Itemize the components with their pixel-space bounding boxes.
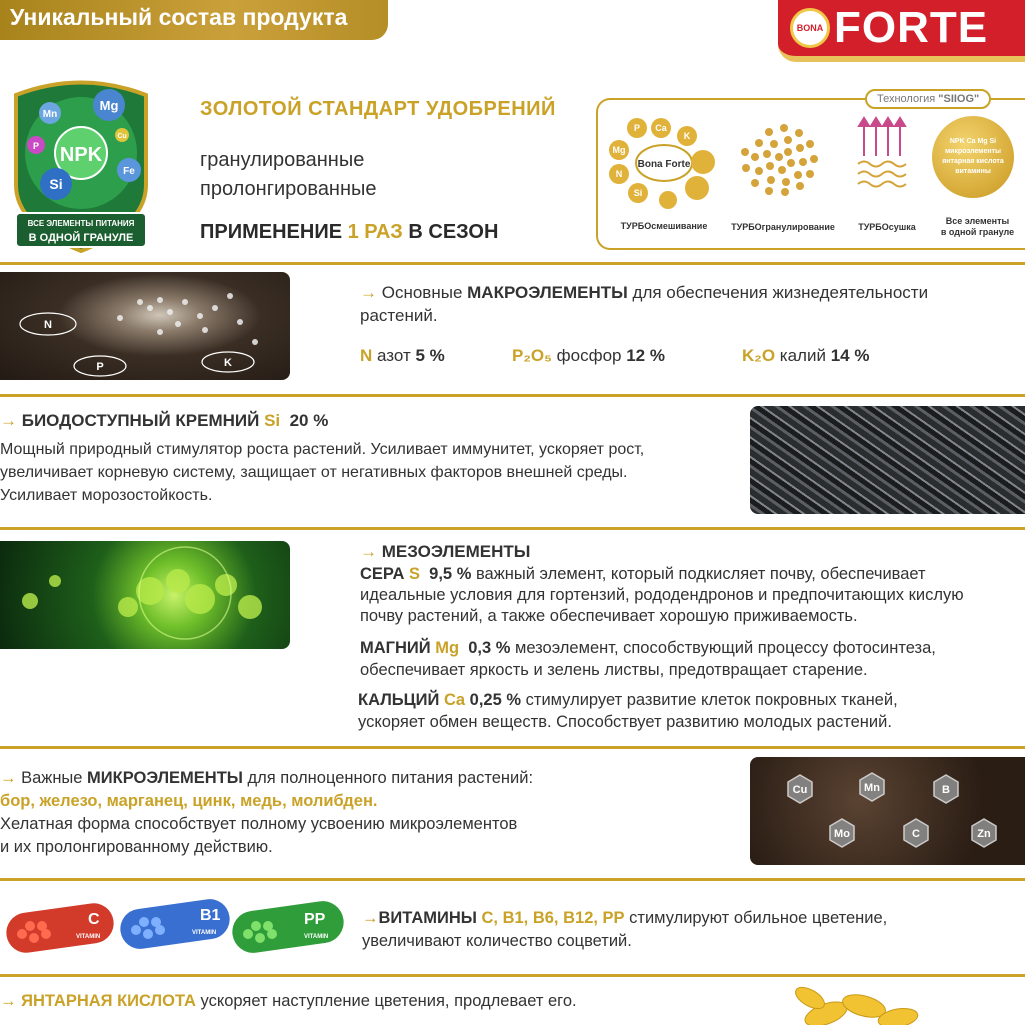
ca-symbol: Ca [443, 691, 466, 709]
k-symbol: K₂O [742, 346, 776, 365]
macro-post: для обеспечения жизнедеятельности [627, 283, 929, 302]
vitamins-line2: увеличивают количество соцветий. [362, 932, 632, 950]
shield-caption-2: В ОДНОЙ ГРАНУЛЕ [28, 232, 134, 244]
mg-line2: обеспечивает яркость и зелень листвы, предотвращает старение. [360, 661, 868, 679]
mg-name: МАГНИЙ [360, 639, 436, 657]
amber-text [0, 990, 577, 1013]
tech-tag-pre: Технология [877, 93, 939, 105]
hex-zn: Zn [977, 828, 991, 840]
ball-si: Si [633, 188, 643, 198]
app-gold: 1 РАЗ [347, 221, 403, 243]
hero-title: ЗОЛОТОЙ СТАНДАРТ УДОБРЕНИЙ [200, 98, 556, 120]
vitamin-capsules-icon [0, 890, 350, 968]
tech-caption-mixing: ТУРБОсмешивание [620, 221, 708, 231]
silicon-line2: увеличивает корневую систему, защищает от негативных факторов внешней среды. [0, 464, 628, 481]
vitamins-text [362, 907, 887, 953]
n-value: 5 % [415, 346, 445, 365]
capsule-b1-vitamin: VITAMIN [192, 930, 217, 936]
hex-mn: Mn [864, 782, 880, 794]
shield-el-fe: Fe [123, 166, 135, 177]
micro-line2: и их пролонгированному действию. [0, 838, 273, 856]
s-line1: важный элемент, который подкисляет почву, обеспечивает [471, 565, 926, 583]
turbo-granulation-icon [738, 116, 820, 198]
meso-title-text: МЕЗОЭЛЕМЕНТЫ [381, 542, 531, 561]
micro-soil-image [750, 757, 1025, 865]
s-line3: почву растений, а также обеспечивает хорошую приживаемость. [360, 607, 858, 625]
s-line2: идеальные условия для гортензий, рододендронов и предпочитающих кислую [360, 586, 964, 604]
shield-el-mg: Mg [99, 98, 119, 113]
hex-b: B [942, 784, 950, 796]
img-label-k: K [224, 357, 232, 369]
hero-subtitle [200, 146, 377, 204]
amber-post: ускоряет наступление цветения, продлевает его. [195, 992, 577, 1010]
macro-pre: Основные [381, 283, 468, 302]
silicon-line1: Мощный природный стимулятор роста растений. Усиливает иммунитет, ускоряет рост, [0, 441, 645, 458]
img-label-n: N [44, 319, 52, 331]
macro-p [512, 344, 665, 367]
divider-3 [0, 527, 1025, 530]
ball-mg: Mg [612, 145, 626, 155]
silicon-crystals-image [750, 406, 1025, 514]
divider-2 [0, 394, 1025, 397]
macro-k [742, 344, 869, 367]
meso-sulfur [360, 564, 964, 627]
shield-caption-1: ВСЕ ЭЛЕМЕНТЫ ПИТАНИЯ [27, 219, 135, 228]
silicon-line3: Усиливает морозостойкость. [0, 487, 213, 504]
shield-el-si: Si [49, 176, 63, 192]
ball-n: N [615, 169, 623, 179]
tech-caption-granulation: ТУРБОгранулирование [731, 222, 835, 232]
hex-mo: Mo [834, 828, 850, 840]
p-text: фосфор [551, 346, 627, 365]
tech-center: Bona Forte [637, 159, 691, 170]
arrow-icon: → [362, 909, 379, 927]
soil-granules-image [0, 272, 290, 380]
shield-el-cu: Cu [117, 133, 127, 140]
brand-logo [778, 0, 1025, 62]
logo-word: FORTE [834, 3, 989, 52]
amber-capsules-icon [780, 984, 1025, 1025]
silicon-bold: БИОДОСТУПНЫЙ КРЕМНИЙ [21, 411, 265, 430]
divider-6 [0, 974, 1025, 977]
k-value: 14 % [830, 346, 870, 365]
meso-title [360, 540, 530, 563]
cells-image [0, 541, 290, 649]
arrow-icon: → [0, 411, 17, 430]
tech-cap4-1: Все элементы [945, 216, 1010, 226]
vitamins-post: стимулируют обильное цветение, [624, 909, 888, 927]
n-symbol: N [360, 346, 373, 365]
capsule-c-vitamin: VITAMIN [76, 934, 101, 940]
p-symbol: P₂O₅ [512, 346, 552, 365]
s-name: СЕРА [360, 565, 409, 583]
ball-k: K [683, 131, 691, 141]
ball-p: P [633, 123, 641, 133]
p-value: 12 % [626, 346, 665, 365]
capsule-pp-vitamin: VITAMIN [304, 934, 329, 940]
logo-circle: BONA [790, 8, 830, 48]
turbo-drying-icon [852, 116, 912, 196]
app-post: В СЕЗОН [402, 221, 499, 243]
amber-bold: ЯНТАРНАЯ КИСЛОТА [21, 992, 196, 1010]
tech-caption-granule [935, 216, 1020, 238]
macro-line2: растений. [360, 306, 438, 325]
meso-magnesium [360, 637, 936, 681]
img-label-p: P [96, 361, 104, 373]
macro-text [360, 281, 928, 327]
arrow-icon: → [360, 283, 377, 302]
arrow-icon: → [360, 542, 377, 561]
micro-bold: МИКРОЭЛЕМЕНТЫ [87, 769, 243, 787]
micro-pre: Важные [21, 769, 88, 787]
shield-el-p: P [32, 141, 40, 151]
k-text: калий [775, 346, 831, 365]
capsule-c: C [88, 911, 100, 928]
mg-value: 0,3 % [468, 639, 511, 657]
turbo-mixing-icon [605, 116, 723, 211]
micro-post: для полноценного питания растений: [242, 769, 534, 787]
hero-sub-1: гранулированные [200, 149, 365, 171]
s-symbol: S [408, 565, 420, 583]
silicon-title [0, 409, 328, 432]
micro-text [0, 767, 533, 859]
ball-ca: Ca [655, 123, 667, 133]
hero-sub-2: пролонгированные [200, 178, 377, 200]
macro-n [360, 344, 445, 367]
ca-value: 0,25 % [469, 691, 522, 709]
vitamins-list: С, В1, В6, В12, РР [481, 909, 625, 927]
technology-tag [865, 89, 991, 109]
mg-line1: мезоэлемент, способствующий процессу фотосинтеза, [510, 639, 936, 657]
arrow-icon: → [0, 769, 17, 787]
header-title: Уникальный состав продукта [10, 4, 348, 30]
arrow-icon: → [0, 992, 17, 1010]
capsule-b1: B1 [200, 907, 221, 924]
macro-bold: МАКРОЭЛЕМЕНТЫ [467, 283, 628, 302]
micro-list: бор, железо, марганец, цинк, медь, молибден. [0, 792, 378, 810]
capsule-pp: PP [304, 911, 326, 928]
vitamins-bold: ВИТАМИНЫ [378, 909, 482, 927]
npk-shield-icon [6, 75, 156, 253]
hero-application [200, 221, 498, 244]
silicon-text [0, 438, 644, 507]
meso-calcium [358, 689, 898, 733]
divider-1 [0, 262, 1025, 265]
mg-symbol: Mg [435, 639, 460, 657]
all-in-one-granule-icon: NPK Ca Mg Si микроэлементы янтарная кислота витамины [932, 116, 1014, 198]
n-text: азот [372, 346, 416, 365]
micro-line1: Хелатная форма способствует полному усвоению микроэлементов [0, 815, 518, 833]
divider-5 [0, 878, 1025, 881]
shield-el-mn: Mn [42, 109, 58, 120]
header-tab [0, 0, 388, 40]
tech-cap4-2: в одной грануле [940, 227, 1015, 237]
tech-tag-name: "SIIOG" [938, 93, 980, 105]
ca-name: КАЛЬЦИЙ [358, 691, 444, 709]
s-value: 9,5 % [429, 565, 472, 583]
tech-caption-drying: ТУРБОсушка [858, 222, 916, 232]
hex-cu: Cu [792, 784, 808, 796]
silicon-symbol: Si [264, 411, 281, 430]
ca-line1: стимулирует развитие клеток покровных тканей, [521, 691, 898, 709]
hex-c: C [912, 828, 920, 840]
ca-line2: ускоряет обмен веществ. Способствует развитию молодых растений. [358, 713, 892, 731]
app-pre: ПРИМЕНЕНИЕ [200, 221, 348, 243]
shield-npk-text: NPK [59, 144, 103, 166]
divider-4 [0, 746, 1025, 749]
silicon-value: 20 % [289, 411, 329, 430]
